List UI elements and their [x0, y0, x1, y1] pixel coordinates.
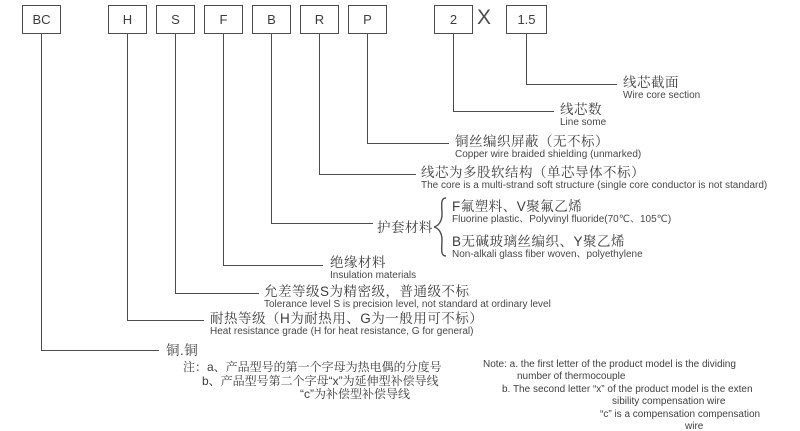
- label-sheath-material: [377, 220, 433, 235]
- label-line-some-zh: 线芯数: [560, 102, 602, 117]
- sheath-option-glass-fiber-zh: B无碱玻璃丝编织、Y聚乙烯: [452, 234, 626, 249]
- label-shielding: [455, 134, 641, 161]
- multiply-sign: X: [477, 6, 492, 29]
- label-heat-grade-en: Heat resistance grade (H for heat resistance, G for general): [210, 326, 474, 337]
- note-chinese: [183, 361, 442, 402]
- label-heat-grade-zh: 耐热等级（H为耐热用、G为一般用可不标）: [210, 311, 484, 326]
- label-shielding-zh: 铜丝编织屏蔽（无不标）: [455, 134, 609, 149]
- brace-icon: [433, 197, 447, 257]
- code-box-f: F: [204, 5, 243, 34]
- label-tolerance: [264, 284, 551, 311]
- code-box-s: S: [156, 5, 195, 34]
- label-insulation: [330, 255, 416, 282]
- sheath-option-glass-fiber-en: Non-alkali glass fiber woven、polyethylene: [452, 249, 643, 260]
- label-multi-strand: [421, 165, 767, 192]
- label-multi-strand-en: The core is a multi-strand soft structure (single core conductor is not standard): [421, 180, 768, 191]
- label-insulation-en: Insulation materials: [330, 270, 417, 281]
- code-box-p: P: [348, 5, 387, 34]
- label-line-some-en: Line some: [560, 117, 607, 128]
- label-copper-zh: 铜.铜: [166, 343, 199, 358]
- code-box-core-section: 1.5: [506, 5, 547, 34]
- code-box-b: B: [252, 5, 291, 34]
- label-multi-strand-zh: 线芯为多股软结构（单芯导体不标）: [421, 165, 645, 180]
- sheath-option-fluorine-en: Fluorine plastic、Polyvinyl fluoride(70℃、105℃): [452, 214, 672, 225]
- connector-copper: [41, 34, 159, 351]
- note-english-line-3: b. The second letter “x” of the product model is the exten: [502, 383, 753, 395]
- label-wire-core-section-en: Wire core section: [623, 90, 701, 101]
- code-box-core-count: 2: [434, 5, 473, 34]
- sheath-option-glass-fiber: [452, 234, 643, 261]
- note-english-line-1: Note: a. the first letter of the product model is the dividing: [483, 359, 736, 370]
- label-heat-grade: [210, 311, 483, 338]
- code-box-bc: BC: [22, 5, 61, 34]
- note-english-line-2: number of thermocouple: [517, 371, 626, 383]
- label-shielding-en: Copper wire braided shielding (unmarked): [455, 149, 642, 160]
- sheath-option-fluorine: [452, 199, 671, 226]
- note-english: [483, 359, 760, 431]
- label-copper: [166, 343, 198, 358]
- label-wire-core-section-zh: 线芯截面: [623, 75, 679, 90]
- connector-core-count: [453, 34, 554, 112]
- label-sheath-material-zh: 护套材料: [377, 220, 433, 235]
- label-tolerance-en: Tolerance level S is precision level, not standard at ordinary level: [264, 299, 551, 310]
- note-english-line-5: “c” is a compensation compensation: [600, 408, 761, 420]
- sheath-option-fluorine-zh: F氟塑料、V聚氟乙烯: [452, 199, 583, 214]
- code-box-h: H: [108, 5, 147, 34]
- note-chinese-line-a: 注：a、产品型号的第一个字母为热电偶的分度号: [183, 360, 442, 374]
- label-wire-core-section: [623, 75, 700, 102]
- note-english-line-4: sibility compensation wire: [612, 396, 726, 408]
- label-tolerance-zh: 允差等级S为精密级，普通级不标: [264, 284, 470, 299]
- note-chinese-line-b: b、产品型号第二个字母“x”为延伸型补偿导线: [202, 373, 439, 388]
- code-box-r: R: [300, 5, 339, 34]
- label-insulation-zh: 绝缘材料: [330, 255, 386, 270]
- note-english-line-6: wire: [685, 421, 704, 431]
- label-line-some: [560, 102, 606, 129]
- note-chinese-line-c: “c”为补偿型补偿导线: [300, 387, 410, 401]
